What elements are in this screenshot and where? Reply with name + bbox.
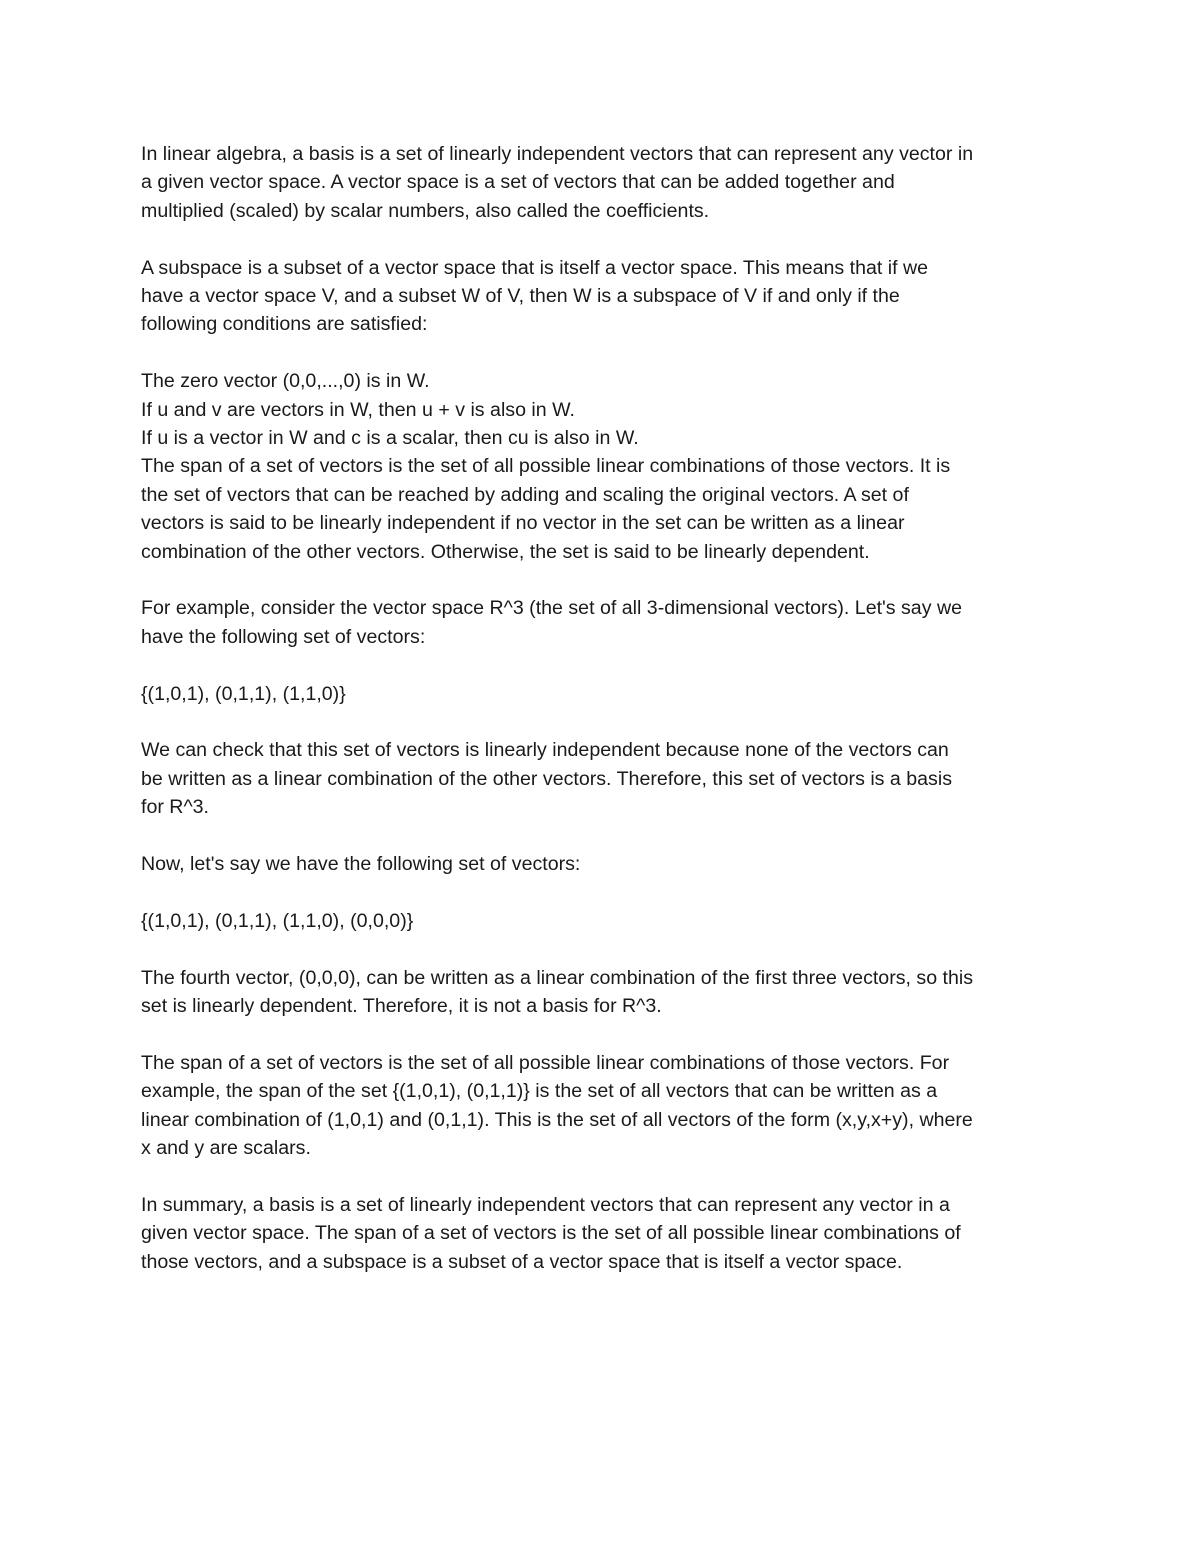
text-line: {(1,0,1), (0,1,1), (1,1,0), (0,0,0)} — [141, 909, 414, 932]
text-line: For example, consider the vector space R^3 (the set of all 3-dimensional vectors). Let's say we — [141, 597, 962, 620]
text-line: those vectors, and a subspace is a subset of a vector space that is itself a vector space. — [141, 1250, 903, 1273]
text-line: The span of a set of vectors is the set of all possible linear combinations of those vectors. It is — [141, 455, 951, 478]
text-line: Now, let's say we have the following set of vectors: — [141, 853, 581, 876]
vector-set-independent — [141, 680, 1071, 708]
vector-set-dependent — [141, 907, 1071, 935]
paragraph-span-example — [141, 1049, 1071, 1163]
text-line: a given vector space. A vector space is a set of vectors that can be added together and — [141, 171, 895, 194]
text-line: The fourth vector, (0,0,0), can be written as a linear combination of the first three vectors, so this — [141, 966, 974, 989]
text-line: The span of a set of vectors is the set of all possible linear combinations of those vectors. For — [141, 1051, 950, 1074]
paragraph-summary — [141, 1191, 1071, 1276]
text-line: given vector space. The span of a set of vectors is the set of all possible linear combinations of — [141, 1222, 961, 1245]
paragraph-dependence-explanation — [141, 964, 1071, 1021]
paragraph-independence-check — [141, 736, 1071, 821]
text-line: A subspace is a subset of a vector space that is itself a vector space. This means that if we — [141, 256, 929, 279]
paragraph-basis-definition — [141, 140, 1071, 225]
text-line: have the following set of vectors: — [141, 625, 426, 648]
paragraph-example-intro — [141, 594, 1071, 651]
text-line: We can check that this set of vectors is linearly independent because none of the vectors can — [141, 739, 949, 762]
text-line: the set of vectors that can be reached by adding and scaling the original vectors. A set of — [141, 483, 909, 506]
text-line: In linear algebra, a basis is a set of linearly independent vectors that can represent any vector in — [141, 143, 974, 165]
condition-closed-scaling: If u is a vector in W and c is a scalar, then cu is also in W. — [141, 427, 639, 450]
text-line: multiplied (scaled) by scalar numbers, also called the coefficients. — [141, 199, 710, 222]
text-line: x and y are scalars. — [141, 1137, 311, 1160]
condition-zero-vector: The zero vector (0,0,...,0) is in W. — [141, 370, 430, 393]
text-line: In summary, a basis is a set of linearly independent vectors that can represent any vector in a — [141, 1193, 950, 1216]
text-line: be written as a linear combination of the other vectors. Therefore, this set of vectors is a basis — [141, 767, 952, 790]
document-body — [141, 140, 1071, 1276]
text-line: vectors is said to be linearly independent if no vector in the set can be written as a linear — [141, 512, 905, 535]
text-line: have a vector space V, and a subset W of V, then W is a subspace of V if and only if the — [141, 285, 900, 308]
text-line: combination of the other vectors. Otherwise, the set is said to be linearly dependent. — [141, 540, 870, 563]
text-line: {(1,0,1), (0,1,1), (1,1,0)} — [141, 682, 346, 705]
paragraph-subspace-conditions — [141, 367, 1071, 566]
condition-closed-addition: If u and v are vectors in W, then u + v is also in W. — [141, 398, 575, 421]
text-line: following conditions are satisfied: — [141, 313, 428, 336]
paragraph-second-set-intro — [141, 850, 1071, 878]
text-line: for R^3. — [141, 796, 209, 819]
text-line: example, the span of the set {(1,0,1), (0,1,1)} is the set of all vectors that can be written as a — [141, 1080, 938, 1103]
paragraph-subspace-definition — [141, 254, 1071, 339]
text-line: set is linearly dependent. Therefore, it is not a basis for R^3. — [141, 995, 662, 1018]
text-line: linear combination of (1,0,1) and (0,1,1). This is the set of all vectors of the form (x,y,x+y), where — [141, 1108, 973, 1131]
